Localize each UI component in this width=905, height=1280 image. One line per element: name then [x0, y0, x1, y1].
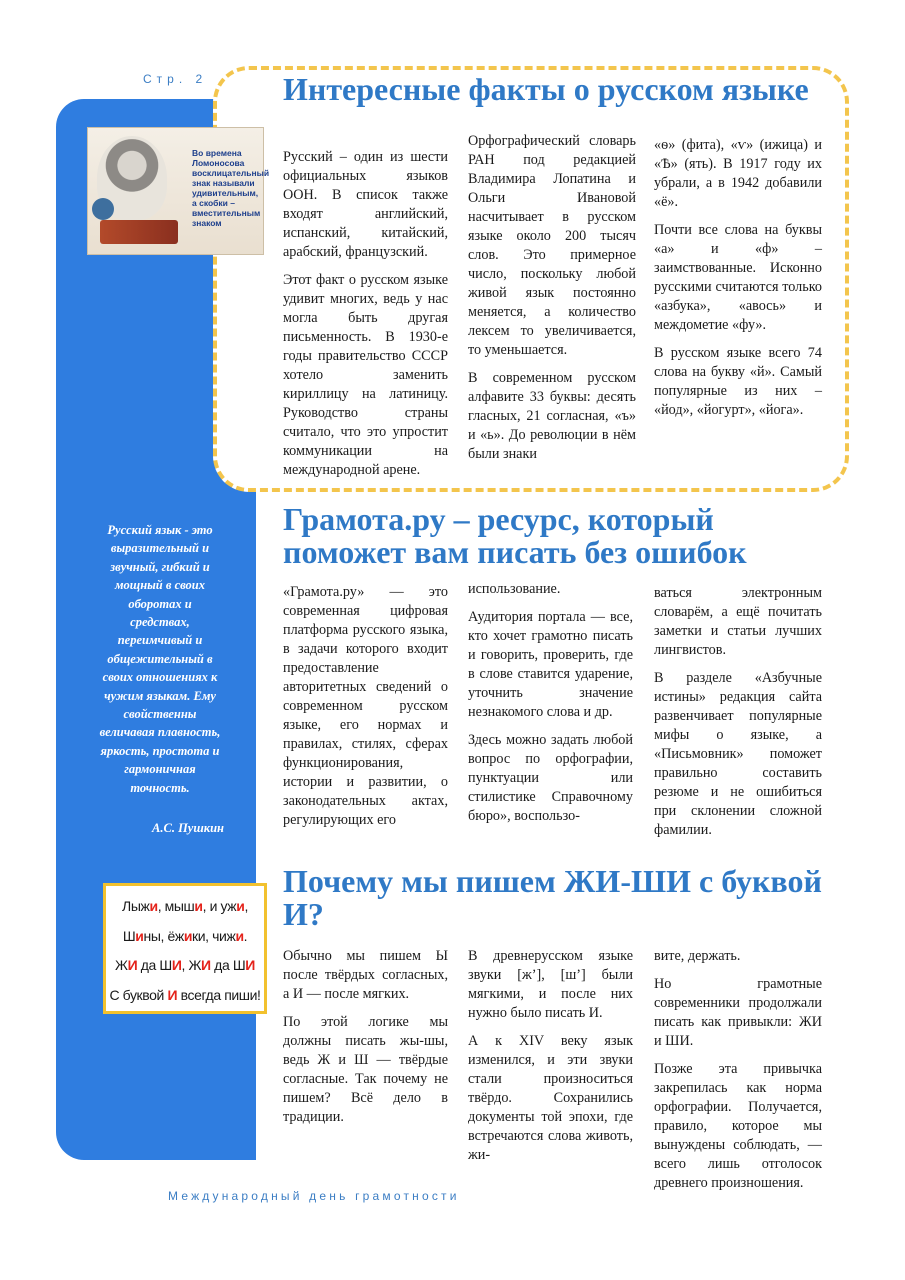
highlighted-letter: и [236, 898, 245, 914]
facts-column-1 [283, 148, 448, 489]
paragraph: «Грамота.ру» — это современная цифровая платформа русского языка, в задачи которого входит предоставление авторитетных сведений о современном русском языке, его нормах и правилах, стилях, сферах функционирования, истории и развитии, о законодательных актах, регулирующих его [283, 584, 448, 828]
highlighted-letter: и [149, 898, 158, 914]
globe-icon [92, 198, 114, 220]
zhi-shi-column-1 [283, 947, 448, 1136]
highlighted-letter: И [245, 957, 255, 974]
highlighted-letter: И [167, 986, 178, 1003]
rhyme-text: да Ш [137, 957, 172, 974]
rhyme-text: Лыж [122, 898, 150, 914]
rhyme-text: всегда пиши! [177, 986, 261, 1003]
highlighted-letter: и [183, 927, 193, 944]
paragraph: Орфографический словарь РАН под редакцией Владимира Лопатина и Ольги Ивановой насчитывает в русском языке около 200 тысяч слов. Это примерное число, поскольку любой живой язык постоянно меняется, а количество лексем то увеличивается, то уменьшается. [468, 133, 636, 358]
paragraph: вите, держать. [654, 948, 741, 964]
rhyme-text: , [244, 898, 248, 914]
paragraph: Аудитория портала — все, кто хочет грамотно писать и говорить, проверить, где в слове ставится ударение, уточнить значение незнакомого слова и др. [468, 609, 633, 720]
zhi-shi-column-3 [654, 947, 822, 1202]
rhyme-text: , и уж [202, 898, 237, 914]
section-title-facts: Интересные факты о русском языке [283, 71, 809, 107]
paragraph: «ѳ» (фита), «ѵ» (ижица) и «Ѣ» (ять). В 1917 году их убрали, а в 1942 добавили «ё». [654, 137, 822, 210]
rhyme-text: , Ж [181, 957, 202, 974]
rhyme-text: Ш [122, 927, 136, 944]
rhyme-text: С буквой [109, 986, 168, 1003]
paragraph: А к XIV веку язык изменился, и эти звуки стали произноситься твёрдо. Сохранились документы той эпохи, где встречаются слова животь, жи- [468, 1033, 633, 1163]
highlighted-letter: и [135, 927, 144, 944]
highlighted-letter: И [127, 957, 138, 974]
paragraph: Этот факт о русском языке удивит многих, ведь у нас могла быть другая письменность. В 1930-е годы правительство СССР хотело заменить кириллицу на латиницу. Руководство страны считало, что это упростит коммуникации на международной арене. [283, 272, 448, 478]
image-caption: Во времена Ломоносова восклицательный знак называли удивительным, а скобки – вместительным знаком [192, 148, 270, 228]
section-title-zhi-shi: Почему мы пишем ЖИ-ШИ с буквой И? [283, 863, 822, 932]
footer-title: Международный день грамотности [168, 1189, 460, 1203]
rhyme-text: ки, чиж [192, 927, 236, 944]
paragraph: В современном русском алфавите 33 буквы: десять гласных, 21 согласная, «ъ» и «ь». До революции в нём были знаки [468, 370, 636, 462]
paragraph: В разделе «Азбучные истины» редакция сайта развенчивает популярные мифы о языке, а «Письмовник» поможет правильно составить резюме и не ошибиться при склонении сложной фамилии. [654, 670, 822, 838]
highlighted-letter: И [171, 957, 182, 974]
paragraph: Здесь можно задать любой вопрос по орфографии, пунктуации или стилистике Справочному бюро», воспользо- [468, 732, 633, 824]
gramota-column-1 [283, 583, 448, 839]
zhi-shi-column-2 [468, 947, 633, 1174]
highlighted-letter: и [235, 927, 244, 944]
paragraph: использование. [468, 581, 561, 597]
highlighted-letter: и [194, 898, 203, 914]
paragraph: ваться электронным словарём, а ещё почитать заметки и статьи лучших лингвистов. [654, 585, 822, 658]
rhyme-text: , мыш [157, 898, 195, 914]
quote-author: А.С. Пушкин [152, 821, 224, 835]
paragraph: По этой логике мы должны писать жы-шы, ведь Ж и Ш — твёрдые согласные. Так почему не пишем? Всё дело в традиции. [283, 1014, 448, 1125]
facts-column-2 [468, 132, 636, 473]
books-image [100, 220, 178, 244]
paragraph: В древнерусском языке звуки [ж’], [ш’] были мягкими, и после них нужно было писать И. [468, 948, 633, 1021]
rhyme-line [106, 892, 264, 922]
highlighted-letter: И [201, 957, 211, 974]
facts-column-3 [654, 136, 822, 429]
zhi-shi-rhyme-box [103, 883, 267, 1014]
paragraph: В русском языке всего 74 слова на букву «й». Самый популярные из них – «йод», «йогурт», «йога». [654, 345, 822, 418]
section-title-gramota: Грамота.ру – ресурс, который поможет вам писать без ошибок [283, 501, 747, 570]
page-number: Стр. 2 [143, 72, 208, 86]
pushkin-quote: Русский язык - это выразительный и звучный, гибкий и мощный в своих оборотах и средствах, переимчивый и общежительный в своих отношениях к чужим языкам. Ему свойственны величавая плавность, яркость, простота и гармоничная точность. [99, 523, 221, 795]
gramota-column-3 [654, 584, 822, 849]
rhyme-line [106, 951, 264, 981]
paragraph: Позже эта привычка закрепилась как норма орфографии. Получается, правило, которое мы вынуждены соблюдать, — всего лишь отголосок древнего произношения. [654, 1061, 822, 1191]
rhyme-line [106, 981, 264, 1011]
paragraph: Русский – один из шести официальных языков ООН. В список также входят английский, испанский, китайский, арабский, французский. [283, 149, 448, 260]
paragraph: Почти все слова на буквы «а» и «ф» – заимствованные. Исконно русскими считаются только «азбука», «авось» и междометие «фу». [654, 222, 822, 333]
gramota-column-2 [468, 580, 633, 835]
rhyme-text: Ж [115, 957, 128, 974]
rhyme-text: . [243, 927, 248, 944]
lomonosov-slide-image [87, 127, 270, 255]
rhyme-line [106, 922, 264, 952]
rhyme-text: да Ш [210, 957, 246, 974]
rhyme-text: ны, ёж [143, 927, 184, 944]
paragraph: Но грамотные современники продолжали писать как привыкли: ЖИ и ШИ. [654, 976, 822, 1049]
paragraph: Обычно мы пишем Ы после твёрдых согласных, а И — после мягких. [283, 948, 448, 1002]
